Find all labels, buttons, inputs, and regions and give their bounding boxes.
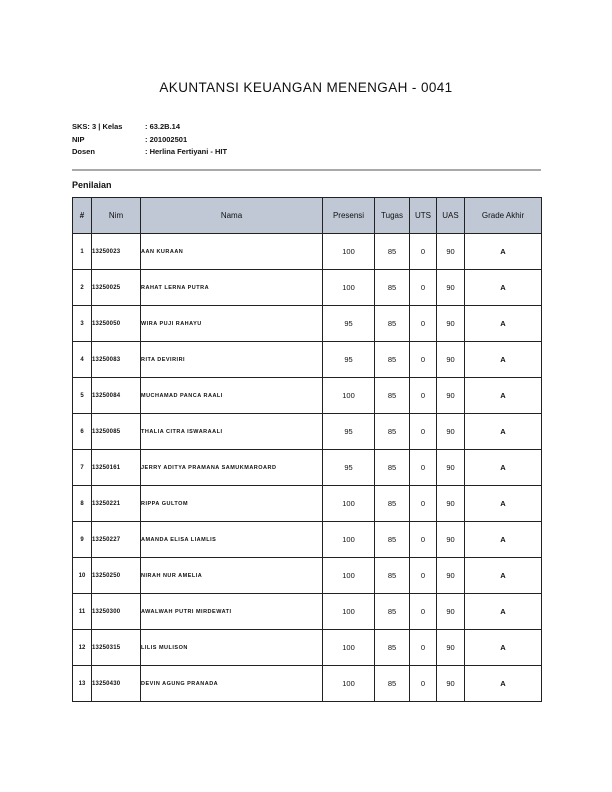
cell-uts: 0: [410, 414, 437, 450]
cell-nama: RAHAT LERNA PUTRA: [141, 270, 323, 306]
cell-tugas: 85: [375, 558, 410, 594]
cell-uas: 90: [437, 342, 465, 378]
cell-no: 4: [73, 342, 92, 378]
cell-uts: 0: [410, 558, 437, 594]
cell-uts: 0: [410, 306, 437, 342]
cell-no: 3: [73, 306, 92, 342]
cell-grade: A: [465, 522, 542, 558]
header-presensi: Presensi: [323, 198, 375, 234]
table-row: [73, 234, 542, 270]
cell-tugas: 85: [375, 666, 410, 702]
cell-presensi: 100: [323, 666, 375, 702]
cell-presensi: 95: [323, 342, 375, 378]
cell-no: 2: [73, 270, 92, 306]
cell-no: 12: [73, 630, 92, 666]
cell-presensi: 100: [323, 630, 375, 666]
cell-nim: 13250300: [92, 594, 141, 630]
cell-nim: 13250025: [92, 270, 141, 306]
cell-nama: NIRAH NUR AMELIA: [141, 558, 323, 594]
cell-presensi: 95: [323, 450, 375, 486]
table-row: [73, 630, 542, 666]
cell-nama: AMANDA ELISA LIAMLIS: [141, 522, 323, 558]
cell-no: 5: [73, 378, 92, 414]
cell-grade: A: [465, 270, 542, 306]
cell-nama: DEVIN AGUNG PRANADA: [141, 666, 323, 702]
cell-uas: 90: [437, 450, 465, 486]
cell-presensi: 100: [323, 522, 375, 558]
cell-grade: A: [465, 234, 542, 270]
cell-uas: 90: [437, 558, 465, 594]
cell-no: 9: [73, 522, 92, 558]
cell-grade: A: [465, 558, 542, 594]
cell-uas: 90: [437, 270, 465, 306]
cell-uts: 0: [410, 450, 437, 486]
cell-grade: A: [465, 630, 542, 666]
cell-tugas: 85: [375, 414, 410, 450]
cell-uas: 90: [437, 486, 465, 522]
cell-uas: 90: [437, 234, 465, 270]
cell-presensi: 100: [323, 594, 375, 630]
info-label: SKS: 3 | Kelas: [72, 122, 123, 131]
info-value: : 63.2B.14: [145, 122, 181, 131]
cell-nim: 13250221: [92, 486, 141, 522]
header-grade: Grade Akhir: [465, 198, 542, 234]
cell-uts: 0: [410, 486, 437, 522]
table-row: [73, 450, 542, 486]
header-nim: Nim: [92, 198, 141, 234]
cell-uts: 0: [410, 522, 437, 558]
cell-nim: 13250227: [92, 522, 141, 558]
table-row: [73, 342, 542, 378]
cell-uts: 0: [410, 342, 437, 378]
cell-nim: 13250430: [92, 666, 141, 702]
table-row: [73, 558, 542, 594]
info-row-nip: [72, 134, 227, 147]
cell-no: 6: [73, 414, 92, 450]
cell-grade: A: [465, 666, 542, 702]
cell-uas: 90: [437, 414, 465, 450]
cell-nim: 13250023: [92, 234, 141, 270]
info-value: : Herlina Fertiyani - HIT: [145, 147, 228, 156]
cell-uts: 0: [410, 666, 437, 702]
cell-uas: 90: [437, 306, 465, 342]
section-divider: [72, 169, 541, 171]
cell-presensi: 100: [323, 378, 375, 414]
cell-grade: A: [465, 450, 542, 486]
header-uts: UTS: [410, 198, 437, 234]
cell-uts: 0: [410, 378, 437, 414]
cell-presensi: 100: [323, 486, 375, 522]
table-row: [73, 378, 542, 414]
cell-tugas: 85: [375, 378, 410, 414]
table-row: [73, 666, 542, 702]
cell-no: 7: [73, 450, 92, 486]
page-title: AKUNTANSI KEUANGAN MENENGAH - 0041: [159, 80, 453, 95]
header-uas: UAS: [437, 198, 465, 234]
info-label: NIP: [72, 134, 85, 144]
cell-presensi: 100: [323, 558, 375, 594]
cell-nim: 13250250: [92, 558, 141, 594]
cell-uts: 0: [410, 270, 437, 306]
cell-presensi: 95: [323, 306, 375, 342]
cell-presensi: 100: [323, 270, 375, 306]
cell-tugas: 85: [375, 486, 410, 522]
table-row: [73, 414, 542, 450]
cell-nim: 13250315: [92, 630, 141, 666]
cell-no: 10: [73, 558, 92, 594]
cell-nim: 13250050: [92, 306, 141, 342]
cell-uts: 0: [410, 234, 437, 270]
cell-no: 1: [73, 234, 92, 270]
cell-uas: 90: [437, 630, 465, 666]
table-row: [73, 594, 542, 630]
table-row: [73, 306, 542, 342]
info-value: : 201002501: [145, 134, 188, 144]
cell-presensi: 95: [323, 414, 375, 450]
cell-tugas: 85: [375, 234, 410, 270]
course-info: [72, 121, 227, 159]
cell-uas: 90: [437, 666, 465, 702]
cell-presensi: 100: [323, 234, 375, 270]
grades-table: [72, 197, 542, 702]
cell-nama: JERRY ADITYA PRAMANA SAMUKMAROARD: [141, 450, 323, 486]
cell-nama: RIPPA GULTOM: [141, 486, 323, 522]
cell-nama: AAN KURAAN: [141, 234, 323, 270]
table-row: [73, 522, 542, 558]
cell-uas: 90: [437, 594, 465, 630]
cell-nim: 13250085: [92, 414, 141, 450]
cell-nama: THALIA CITRA ISWARAALI: [141, 414, 323, 450]
cell-tugas: 85: [375, 594, 410, 630]
cell-nim: 13250161: [92, 450, 141, 486]
info-label: Dosen: [72, 147, 95, 156]
header-no: #: [73, 198, 92, 234]
cell-no: 11: [73, 594, 92, 630]
cell-uas: 90: [437, 378, 465, 414]
header-nama: Nama: [141, 198, 323, 234]
cell-grade: A: [465, 594, 542, 630]
section-title: Penilaian: [72, 180, 112, 190]
cell-nim: 13250084: [92, 378, 141, 414]
cell-tugas: 85: [375, 342, 410, 378]
cell-grade: A: [465, 414, 542, 450]
info-row-dosen: [72, 146, 227, 159]
cell-no: 13: [73, 666, 92, 702]
cell-nim: 13250083: [92, 342, 141, 378]
cell-tugas: 85: [375, 306, 410, 342]
cell-uts: 0: [410, 630, 437, 666]
cell-tugas: 85: [375, 270, 410, 306]
cell-uas: 90: [437, 522, 465, 558]
cell-nama: WIRA PUJI RAHAYU: [141, 306, 323, 342]
cell-nama: RITA DEVIRIRI: [141, 342, 323, 378]
cell-uts: 0: [410, 594, 437, 630]
table-row: [73, 270, 542, 306]
cell-grade: A: [465, 378, 542, 414]
cell-grade: A: [465, 342, 542, 378]
table-row: [73, 486, 542, 522]
table-header-row: [73, 198, 542, 234]
cell-nama: MUCHAMAD PANCA RAALI: [141, 378, 323, 414]
cell-tugas: 85: [375, 522, 410, 558]
info-row-sks-kelas: [72, 121, 227, 134]
cell-grade: A: [465, 306, 542, 342]
cell-nama: LILIS MULISON: [141, 630, 323, 666]
cell-tugas: 85: [375, 630, 410, 666]
cell-nama: AWALWAH PUTRI MIRDEWATI: [141, 594, 323, 630]
cell-no: 8: [73, 486, 92, 522]
header-tugas: Tugas: [375, 198, 410, 234]
cell-tugas: 85: [375, 450, 410, 486]
cell-grade: A: [465, 486, 542, 522]
